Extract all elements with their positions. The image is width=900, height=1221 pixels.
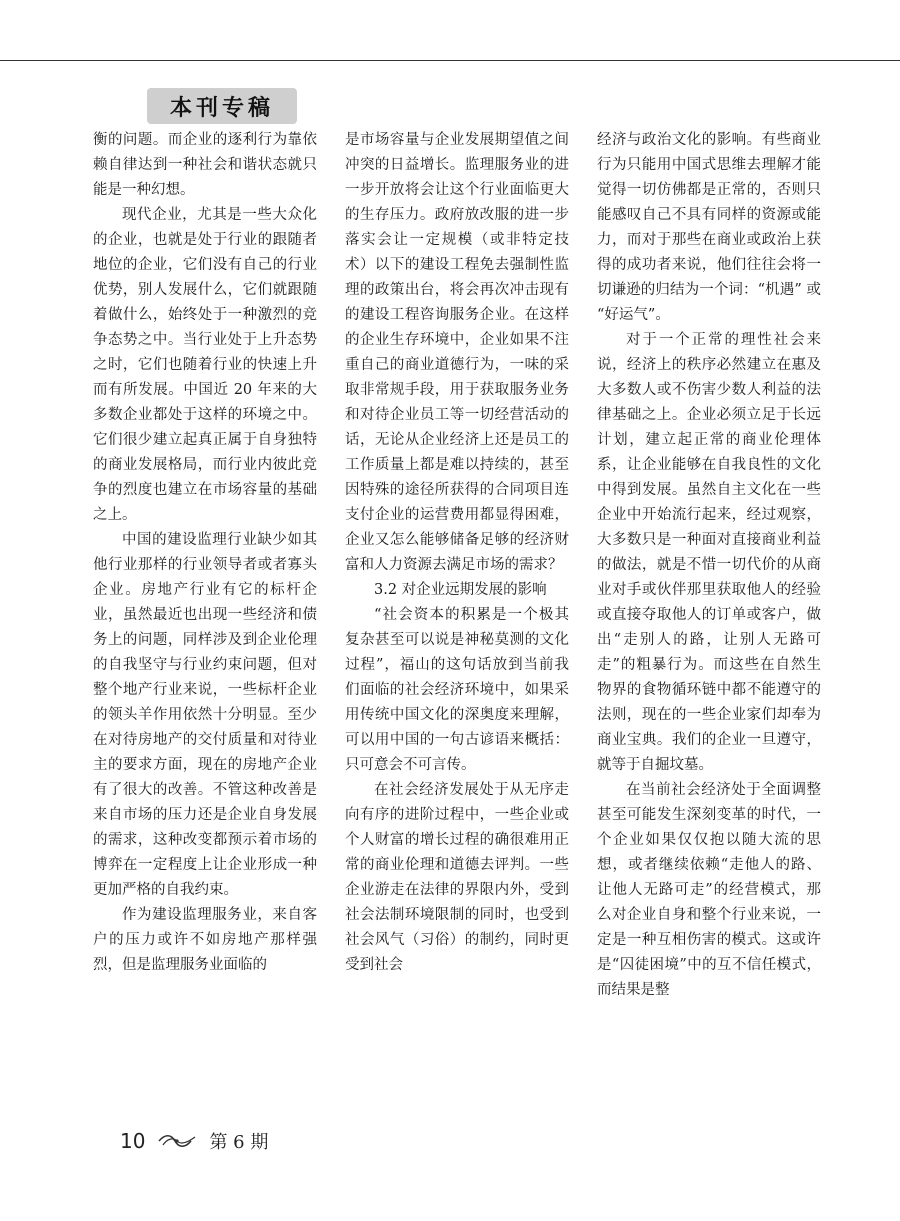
- paragraph: 衡的问题。而企业的逐利行为靠依赖自律达到一种社会和谐状态就只能是一种幻想。: [93, 132, 317, 198]
- paragraph: “社会资本的积累是一个极其复杂甚至可以说是神秘莫测的文化过程”，福山的这句话放到当前我们面临的社会经济环境中，如果采用传统中国文化的深奥度来理解，可以用中国的一句古谚语来概括：只可意会不可言传。: [345, 607, 569, 773]
- paragraph: 是市场容量与企业发展期望值之间冲突的日益增长。监理服务业的进一步开放将会让这个行业面临更大的生存压力。政府放改服的进一步落实会让一定规模（或非特定技术）以下的建设工程免去强制性监理的政策出台，将会再次冲击现有的建设工程咨询服务企业。在这样的企业生存环境中，企业如果不注重自己的商业道德行为，一味的采取非常规手段，用于获取服务业务和对待企业员工等一切经营活动的话，无论从企业经济上还是员工的工作质量上都是难以持续的，甚至因特殊的途径所获得的合同项目连支付企业的运营费用都显得困难，企业又怎么能够储备足够的经济财富和人力资源去满足市场的需求？: [345, 132, 569, 573]
- issue-label: 第 6 期: [209, 1132, 269, 1153]
- page-number: 10: [120, 1129, 146, 1153]
- paragraph: 在社会经济发展处于从无序走向有序的进阶过程中，一些企业或个人财富的增长过程的确很难用正常的商业伦理和道德去评判。一些企业游走在法律的界限内外，受到社会法制环境限制的同时，也受到社会风气（习俗）的制约，同时更受到社会: [345, 782, 569, 973]
- column-2: [345, 128, 569, 1028]
- paragraph: 现代企业，尤其是一些大众化的企业，也就是处于行业的跟随者地位的企业，它们没有自己的行业优势，别人发展什么，它们就跟随着做什么，始终处于一种激烈的竞争态势之中。当行业处于上升态势之时，它们也随着行业的快速上升而有所发展。中国近 20 年来的大多数企业都处于这样的环境之中。它们很少建立起真正属于自身独特的商业发展格局，而行业内彼此竞争的烈度也建立在市场容量的基础之上。: [93, 207, 317, 523]
- article-body: [93, 128, 823, 1028]
- paragraph: 中国的建设监理行业缺少如其他行业那样的行业领导者或者寡头企业。房地产行业有它的标杆企业，虽然最近也出现一些经济和债务上的问题，同样涉及到企业伦理的自我坚守与行业约束问题，但对整个地产行业来说，一些标杆企业的领头羊作用依然十分明显。至少在对待房地产的交付质量和对待业主的要求方面，现在的房地产企业有了很大的改善。不管这种改善是来自市场的压力还是企业自身发展的需求，这种改变都预示着市场的博弈在一定程度上让企业形成一种更加严格的自我约束。: [93, 532, 317, 898]
- paragraph: 在当前社会经济处于全面调整甚至可能发生深刻变革的时代，一个企业如果仅仅抱以随大流的思想，或者继续依赖“走他人的路、让他人无路可走”的经营模式，那么对企业自身和整个行业来说，一定是一种互相伤害的模式。这或许是“囚徒困境”中的互不信任模式，而结果是整: [597, 782, 821, 998]
- ornament-icon: [157, 1133, 197, 1149]
- column-3: [597, 128, 821, 1028]
- page-footer: [120, 1128, 268, 1154]
- section-heading: 3.2 对企业远期发展的影响: [374, 582, 547, 598]
- column-1: [93, 128, 317, 1028]
- section-label: 本刊专稿: [147, 88, 297, 124]
- paragraph: 对于一个正常的理性社会来说，经济上的秩序必然建立在惠及大多数人或不伤害少数人利益的法律基础之上。企业必须立足于长远计划，建立起正常的商业伦理体系，让企业能够在自我良性的文化中得到发展。虽然自主文化在一些企业中开始流行起来，经过观察，大多数只是一种面对直接商业利益的做法，就是不惜一切代价的从商业对手或伙伴那里获取他人的经验或直接夺取他人的订单或客户，做出“走别人的路，让别人无路可走”的粗暴行为。而这些在自然生物界的食物循环链中都不能遵守的法则，现在的一些企业家们却奉为商业宝典。我们的企业一旦遵守，就等于自掘坟墓。: [597, 332, 821, 773]
- paragraph: 作为建设监理服务业，来自客户的压力或许不如房地产那样强烈，但是监理服务业面临的: [93, 907, 317, 973]
- header-rule-top: [0, 60, 900, 61]
- paragraph: 经济与政治文化的影响。有些商业行为只能用中国式思维去理解才能觉得一切仿佛都是正常的，否则只能感叹自己不具有同样的资源或能力，而对于那些在商业或政治上获得的成功者来说，他们往往会将一切谦逊的归结为一个词：“机遇” 或 “好运气”。: [597, 132, 821, 323]
